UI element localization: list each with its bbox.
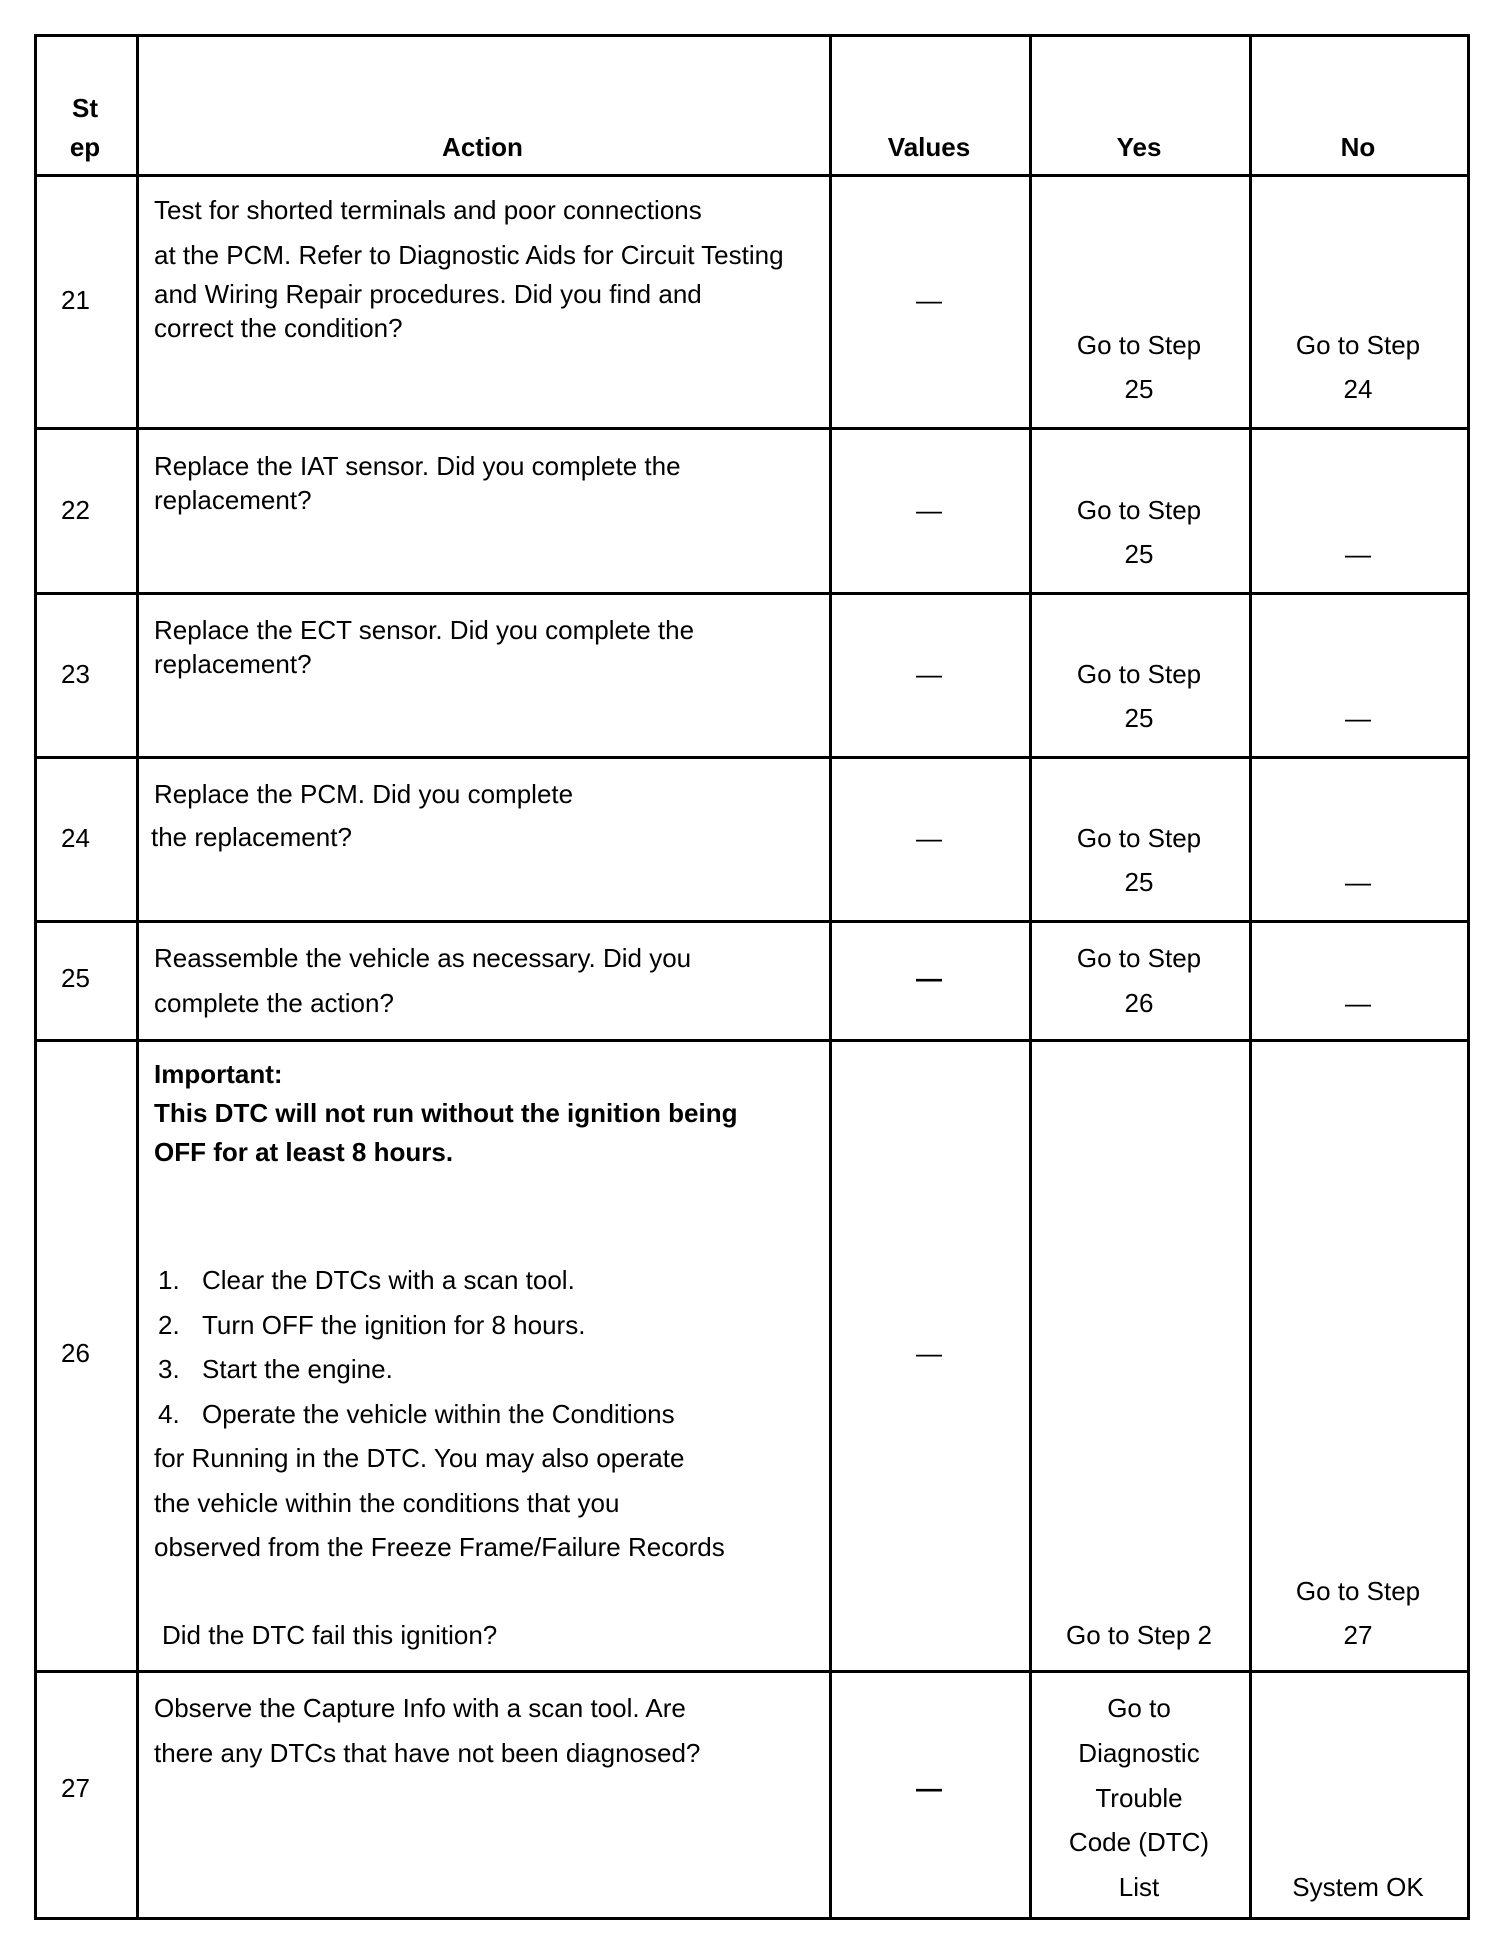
no-target: Go to Step — [1295, 1576, 1421, 1606]
header-no: No — [1340, 132, 1376, 162]
yes-target: Trouble — [1095, 1783, 1183, 1813]
action-text: observed from the Freeze Frame/Failure Records — [154, 1532, 725, 1562]
header-step: ep — [69, 132, 101, 162]
step-number: 26 — [61, 1338, 90, 1368]
action-question: Did the DTC fail this ignition? — [162, 1620, 498, 1650]
action-text: correct the condition? — [154, 313, 403, 343]
table-border — [34, 1917, 1470, 1920]
yes-target: 26 — [1124, 988, 1154, 1018]
list-item: Operate the vehicle within the Conditions — [202, 1399, 675, 1429]
action-text: complete the action? — [154, 988, 394, 1018]
list-item: Turn OFF the ignition for 8 hours. — [202, 1310, 586, 1340]
row-divider — [34, 427, 1470, 430]
row-divider — [34, 174, 1470, 177]
list-number: 2. — [158, 1310, 180, 1340]
no-dash: — — [1345, 988, 1371, 1018]
table-border — [1467, 34, 1470, 1920]
action-text: the vehicle within the conditions that you — [154, 1488, 620, 1518]
yes-target: 25 — [1124, 703, 1154, 733]
no-target: System OK — [1292, 1872, 1424, 1902]
yes-target: Go to Step — [1076, 659, 1202, 689]
table-border — [34, 34, 37, 1920]
yes-target: 25 — [1124, 867, 1154, 897]
yes-target: 25 — [1124, 539, 1154, 569]
step-number: 22 — [61, 495, 90, 525]
yes-target: Go to Step — [1076, 943, 1202, 973]
step-number: 25 — [61, 963, 90, 993]
action-text: Reassemble the vehicle as necessary. Did you — [154, 943, 692, 973]
yes-target: Go to Step — [1076, 495, 1202, 525]
yes-target: 25 — [1124, 374, 1154, 404]
row-divider — [34, 1039, 1470, 1042]
row-divider — [34, 1670, 1470, 1673]
list-number: 1. — [158, 1265, 180, 1295]
yes-target: Diagnostic — [1078, 1738, 1200, 1768]
action-text: Test for shorted terminals and poor connections — [154, 195, 702, 225]
list-item: Clear the DTCs with a scan tool. — [202, 1265, 575, 1295]
yes-target: Go to Step 2 — [1066, 1620, 1212, 1650]
action-text: replacement? — [154, 485, 312, 515]
header-action: Action — [442, 132, 523, 162]
step-number: 27 — [61, 1773, 90, 1803]
header-values: Values — [887, 132, 971, 162]
no-dash: — — [1345, 703, 1371, 733]
no-target: 27 — [1343, 1620, 1373, 1650]
yes-target: Go to Step — [1076, 823, 1202, 853]
important-note: This DTC will not run without the ignition being — [154, 1098, 738, 1128]
diagnostic-step-table — [34, 34, 1470, 1920]
action-text: replacement? — [154, 649, 312, 679]
row-divider — [34, 756, 1470, 759]
header-yes: Yes — [1116, 132, 1162, 162]
yes-target: Go to Step — [1076, 330, 1202, 360]
action-text: Replace the ECT sensor. Did you complete the — [154, 615, 695, 645]
step-number: 23 — [61, 659, 90, 689]
important-note: OFF for at least 8 hours. — [154, 1137, 454, 1167]
action-text: Observe the Capture Info with a scan tool. Are — [154, 1693, 686, 1723]
value-dash: — — [916, 823, 942, 853]
value-dash: — — [916, 285, 942, 315]
value-dash: — — [916, 963, 942, 993]
value-dash: — — [916, 659, 942, 689]
no-target: 24 — [1343, 374, 1373, 404]
action-text: for Running in the DTC. You may also operate — [154, 1443, 685, 1473]
row-divider — [34, 920, 1470, 923]
yes-target: Code (DTC) — [1068, 1827, 1210, 1857]
header-step: St — [72, 93, 98, 123]
list-number: 3. — [158, 1354, 180, 1384]
value-dash: — — [916, 495, 942, 525]
value-dash: — — [916, 1773, 942, 1803]
action-text: at the PCM. Refer to Diagnostic Aids for Circuit Testing — [154, 240, 784, 270]
list-item: Start the engine. — [202, 1354, 393, 1384]
value-dash: — — [916, 1338, 942, 1368]
step-number: 21 — [61, 285, 90, 315]
yes-target: Go to — [1107, 1693, 1171, 1723]
step-number: 24 — [61, 823, 90, 853]
table-border — [34, 34, 1470, 37]
action-text: Replace the PCM. Did you complete — [154, 779, 574, 809]
yes-target: List — [1118, 1872, 1160, 1902]
no-dash: — — [1345, 539, 1371, 569]
list-number: 4. — [158, 1399, 180, 1429]
important-label: Important: — [154, 1059, 283, 1089]
row-divider — [34, 592, 1470, 595]
action-text: the replacement? — [151, 822, 352, 852]
column-divider — [136, 34, 139, 1920]
action-text: Replace the IAT sensor. Did you complete the — [154, 451, 681, 481]
no-target: Go to Step — [1295, 330, 1421, 360]
no-dash: — — [1345, 867, 1371, 897]
action-text: there any DTCs that have not been diagnosed? — [154, 1738, 701, 1768]
action-text: and Wiring Repair procedures. Did you find and — [154, 279, 702, 309]
